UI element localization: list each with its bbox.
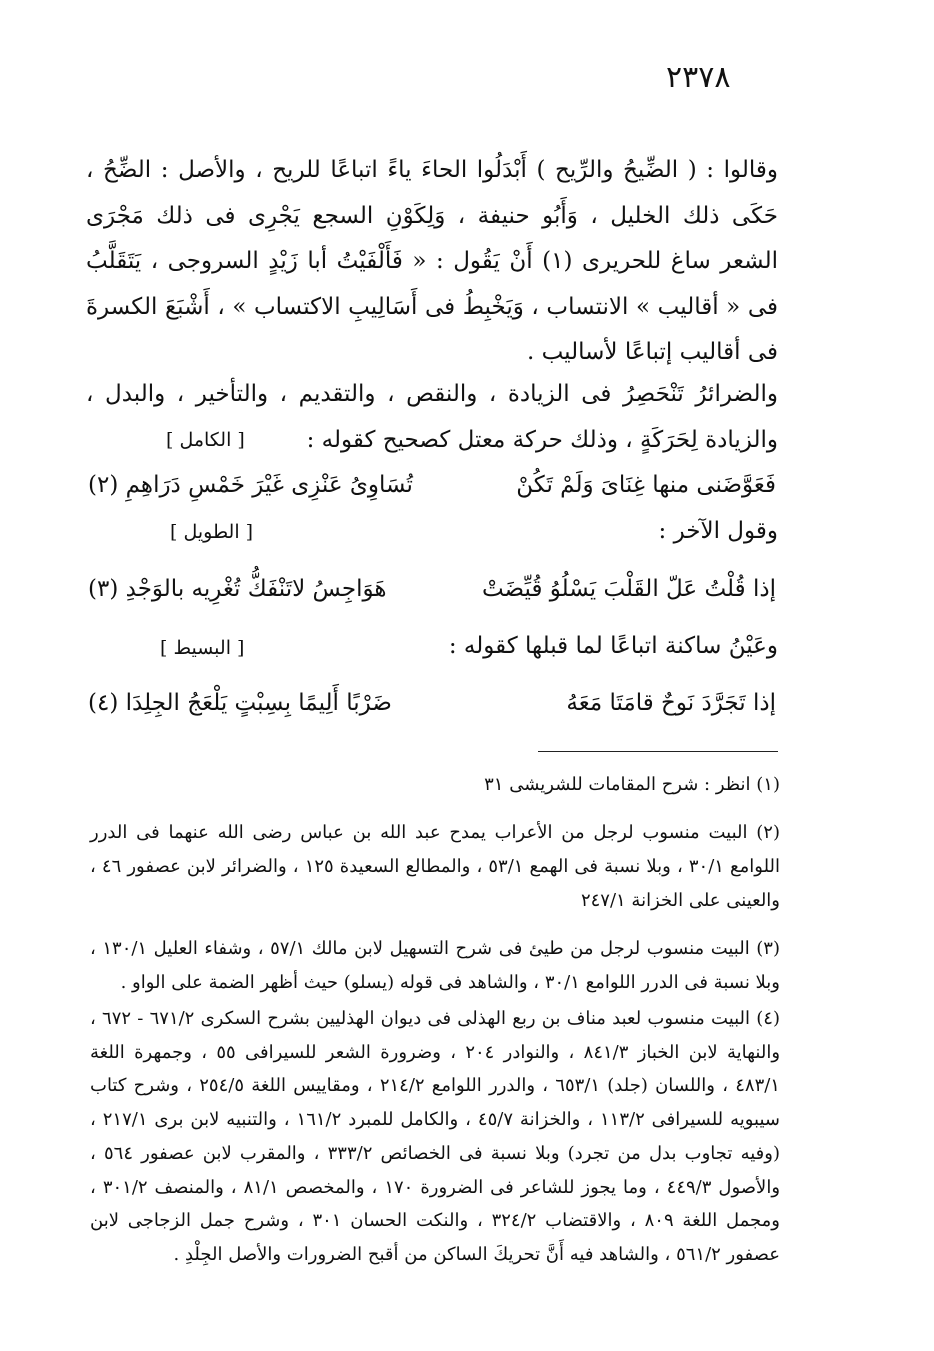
line-sakin-vowel: وعَيْنُ ساكنة اتباعًا لما قبلها كقوله :: [448, 633, 778, 659]
verse-2: [86, 566, 778, 612]
meter-label-basit: [ البسيط ]: [160, 637, 245, 659]
line-another-poet: وقول الآخر :: [658, 518, 778, 544]
verse-1: [86, 462, 778, 508]
meter-label-kamil: [ الكامل ]: [166, 429, 245, 451]
footnote-separator: [538, 751, 778, 752]
footnote-4: (٤) البيت منسوب لعبد مناف بن ربع الهذلى فى ديوان الهذليين بشرح السكرى ٦٧١/٢ - ٦٧٢ ، والنهاية لابن الخباز ٨٤١/٣ ، والنوادر ٢٠٤ ، وضرورة الشعر للسيرافى ٥٥ ، وجمهرة اللغة ٤٨٣/١ ، واللسان (جلد) ٦٥٣/١ ، والدرر اللوامع ٢١٤/٢ ، ومقاييس اللغة ٢٥٤/٥ ، وشرح كتاب سيبويه للسيرافى ١١٣/٢ ، والخزانة ٤٥/٧ ، والكامل للمبرد ١٦١/٢ ، والتنبيه لابن برى ٢١٧/١ ، (وفيه تجاوب بدل من تجرد) وبلا نسبة فى الخصائص ٣٣٣/٢ ، والمقرب لابن عصفور ٥٦٤ ، والأصول ٤٤٩/٣ ، وما يجوز للشاعر فى الضرورة ١٧٠ ، والمخصص ٨١/١ ، والمنصف ٣٠١/٢ ، ومجمل اللغة ٨٠٩ ، والاقتضاب ٣٢٤/٢ ، والنكت الحسان ٣٠١ ، وشرح جمل الزجاجى لابن عصفور ٥٦١/٢ ، والشاهد فيه أَنَّ تحريكَ الساكن من أقبح الضرورات والأصل الجِلْدِ .: [90, 1008, 781, 1265]
page-number: ٢٣٧٨: [666, 60, 731, 95]
verse-2-second-hemistich: هَوَاجِسُ لاتَنْفَكُّ تُغْرِيه بالوَجْدِ (٣): [88, 576, 387, 602]
verse-3-first-hemistich: إذا تَجَرَّدَ نَوحٌ قامَتَا مَعَهُ: [566, 690, 776, 716]
verse-1-second-hemistich: تُسَاوِىُ عَنْزِى غَيْرَ خَمْسِ دَرَاهِمِ (٢): [88, 472, 413, 498]
verse-2-first-hemistich: إذا قُلْتُ عَلّ القَلْبَ يَسْلُوُ قُيِّضَتْ: [481, 576, 776, 602]
footnote-2: (٢) البيت منسوب لرجل من الأعراب يمدح عبد الله بن عباس رضى الله عنهما فى الدرر اللوامع ٣٠/١ ، وبلا نسبة فى الهمع ٥٣/١ ، والمطالع السعيدة ١٢٥ ، والضرائر لابن عصفور ٤٦ ، والعينى على الخزانة ٢٤٧/١: [90, 822, 781, 911]
verse-3-second-hemistich: ضَرْبًا أَلِيمًا بِسِبْتٍ يَلْعَجُ الجِلِدَا (٤): [88, 690, 392, 716]
paragraph-2: والضرائرُ تَنْحَصِرُ فى الزيادة ، والنقص ، والتقديم ، والتأخير ، والبدل ، والزيادة لِحَرَكَةٍ ، وذلك حركة معتل كصحيح كقوله :: [86, 381, 778, 453]
footnote-1: (١) انظر : شرح المقامات للشريشى ٣١: [484, 774, 780, 795]
meter-label-tawil: [ الطويل ]: [170, 521, 254, 543]
paragraph-1: وقالوا : ( الضِّيحُ والرِّيح ) أَبْدَلُوا الحاءَ ياءً اتباعًا للريح ، والأصل : الضِّحُ ، حَكَى ذلك الخليل ، وَأَبُو حنيفة ، وَلِكَوْنِ السجع يَجْرِى فى ذلك مَجْرَى الشعر ساغ للحريرى (١) أَنْ يَقُول : « فَأَلْفَيْتُ أبا زَيْدٍ السروجى ، يَتَقَلَّبُ فى « أقاليب » الانتساب ، وَيَخْبِطُ فى أَسَالِيبِ الاكتساب » ، أَشْبَعَ الكسرةَ فى أقاليب إتباعًا لأساليب .: [86, 157, 778, 365]
verse-1-first-hemistich: فَعَوَّضَنى منها غِنَاىَ وَلَمْ تَكُنْ: [516, 472, 776, 498]
footnote-3: (٣) البيت منسوب لرجل من طيئ فى شرح التسهيل لابن مالك ٥٧/١ ، وشفاء العليل ١٣٠/١ ، وبلا نسبة فى الدرر اللوامع ٣٠/١ ، والشاهد فى قوله (يسلو) حيث أظهر الضمة على الواو .: [90, 938, 780, 993]
verse-3: [86, 680, 778, 726]
